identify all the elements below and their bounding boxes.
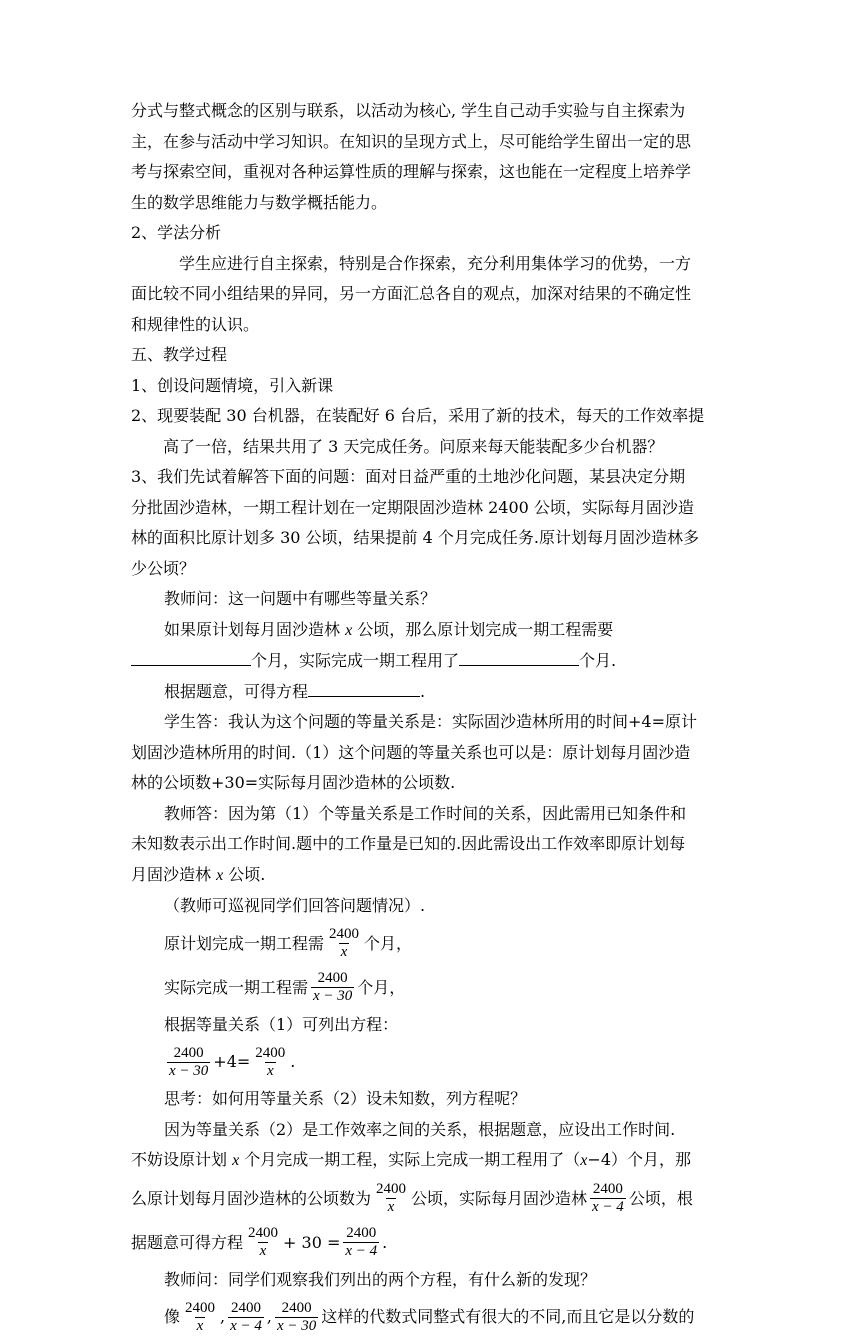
text-line: 如果原计划每月固沙造林 x 公顷，那么原计划完成一期工程需要 xyxy=(164,619,614,639)
blank-field xyxy=(131,649,251,666)
text-line: 1、创设问题情境，引入新课 xyxy=(131,375,334,395)
fraction: $\frac{2400}{x}$ xyxy=(255,1044,286,1079)
text-line: 不妨设原计划 x 个月完成一期工程，实际上完成一期工程用了（x−4）个月，那 xyxy=(131,1150,691,1169)
text-line: 教师问：同学们观察我们列出的两个方程，有什么新的发现？ xyxy=(164,1269,597,1289)
text-line: 分批固沙造林，一期工程计划在一定期限固沙造林 2400 公顷，实际每月固沙造 xyxy=(131,497,694,517)
fraction: $\frac{2400}{x - 30}$ xyxy=(169,1044,209,1079)
text-line: 高了一倍，结果共用了 3 天完成任务。问原来每天能装配多少台机器？ xyxy=(163,436,664,456)
text-line: 3、我们先试着解答下面的问题：面对日益严重的土地沙化问题，某县决定分期 xyxy=(131,467,686,486)
section-heading: 2、学法分析 xyxy=(131,223,222,242)
section-heading: 五、教学过程 xyxy=(131,345,228,364)
text-line: 因为等量关系（2）是工作效率之间的关系，根据题意，应设出工作时间. xyxy=(164,1119,676,1139)
blank-field xyxy=(459,649,579,666)
formula-line: 实际完成一期工程需 $\frac{2400}{x - 30}$ 个月， xyxy=(164,970,406,1004)
blank-field xyxy=(308,680,420,697)
text-line: 未知数表示出工作时间.题中的工作量是已知的.因此需设出工作效率即原计划每 xyxy=(131,834,686,853)
text-line: 分式与整式概念的区别与联系，以活动为核心, 学生自己动手实验与自主探索为 xyxy=(131,101,686,120)
text-line: 划固沙造林所用的时间.（1）这个问题的等量关系也可以是：原计划每月固沙造 xyxy=(131,742,691,762)
equation-line: $\frac{2400}{x - 30}$ +4= $\frac{2400}{x}$ . xyxy=(169,1044,296,1079)
text-line: 主，在参与活动中学习知识。在知识的呈现方式上，尽可能给学生留出一定的思 xyxy=(131,131,692,151)
fraction: $\frac{2400}{x - 30}$ xyxy=(313,970,353,1004)
text-line: 学生答：我认为这个问题的等量关系是：实际固沙造林所用的时间+4=原计 xyxy=(164,712,697,731)
text-line: 考与探索空间，重视对各种运算性质的理解与探索，这也能在一定程度上培养学 xyxy=(131,162,692,181)
text-line: 学生应进行自主探索，特别是合作探索，充分利用集体学习的优势，一方 xyxy=(179,253,692,273)
equation-line: 据题意可得方程 $\frac{2400}{x}$ + 30 = $\frac{2400}{x - 4}$ . xyxy=(131,1225,388,1259)
fraction: $\frac{2400}{x - 4}$ xyxy=(230,1299,262,1334)
text-line: 根据题意，可得方程 . xyxy=(164,681,426,701)
formula-line: 么原计划每月固沙造林的公顷数为 $\frac{2400}{x}$ 公顷，实际每月固沙造林 $\frac{2400}{x - 4}$ 公顷，根 xyxy=(131,1181,693,1215)
text-line: （教师可巡视同学们回答问题情况）. xyxy=(164,896,426,915)
text-line: 月固沙造林 x 公顷. xyxy=(131,864,266,884)
text-line: 和规律性的认识。 xyxy=(131,314,260,334)
text-line: 生的数学思维能力与数学概括能力。 xyxy=(131,192,388,212)
text-line: 2、现要装配 30 台机器，在装配好 6 台后，采用了新的技术，每天的工作效率提 xyxy=(131,406,705,425)
text-line: 教师答：因为第（1）个等量关系是工作时间的关系，因此需用已知条件和 xyxy=(164,803,687,823)
formula-line: 原计划完成一期工程需 $\frac{2400}{x}$ 个月， xyxy=(164,926,413,960)
formula-line: 像 $\frac{2400}{x}$ , $\frac{2400}{x - 4}$ , $\frac{2400}{x - 30}$ 这样的代数式同整式有很大的不同,而且它是以分数的 xyxy=(164,1299,695,1334)
fraction: $\frac{2400}{x}$ xyxy=(185,1299,216,1334)
fraction: $\frac{2400}{x}$ xyxy=(329,926,360,960)
fraction: $\frac{2400}{x - 4}$ xyxy=(345,1225,378,1259)
text-line: 思考：如何用等量关系（2）设未知数，列方程呢？ xyxy=(164,1089,527,1108)
document-page xyxy=(131,96,731,1339)
text-line: 林的公顷数+30=实际每月固沙造林的公顷数. xyxy=(131,773,456,792)
text-line: 面比较不同小组结果的异同，另一方面汇总各自的观点，加深对结果的不确定性 xyxy=(131,284,692,303)
fraction: $\frac{2400}{x}$ xyxy=(376,1181,407,1215)
text-line: 林的面积比原计划多 30 公顷，结果提前 4 个月完成任务.原计划每月固沙造林多 xyxy=(131,528,699,547)
text-line: 根据等量关系（1）可列出方程： xyxy=(164,1014,399,1034)
text-line: 少公顷？ xyxy=(131,558,196,578)
fraction: $\frac{2400}{x - 4}$ xyxy=(592,1181,624,1215)
text-line: 教师问：这一问题中有哪些等量关系？ xyxy=(164,589,437,608)
text-line: 个月，实际完成一期工程用了 个月. xyxy=(131,646,731,677)
fraction: $\frac{2400}{x - 30}$ xyxy=(276,1299,317,1334)
fraction: $\frac{2400}{x}$ xyxy=(248,1225,279,1259)
